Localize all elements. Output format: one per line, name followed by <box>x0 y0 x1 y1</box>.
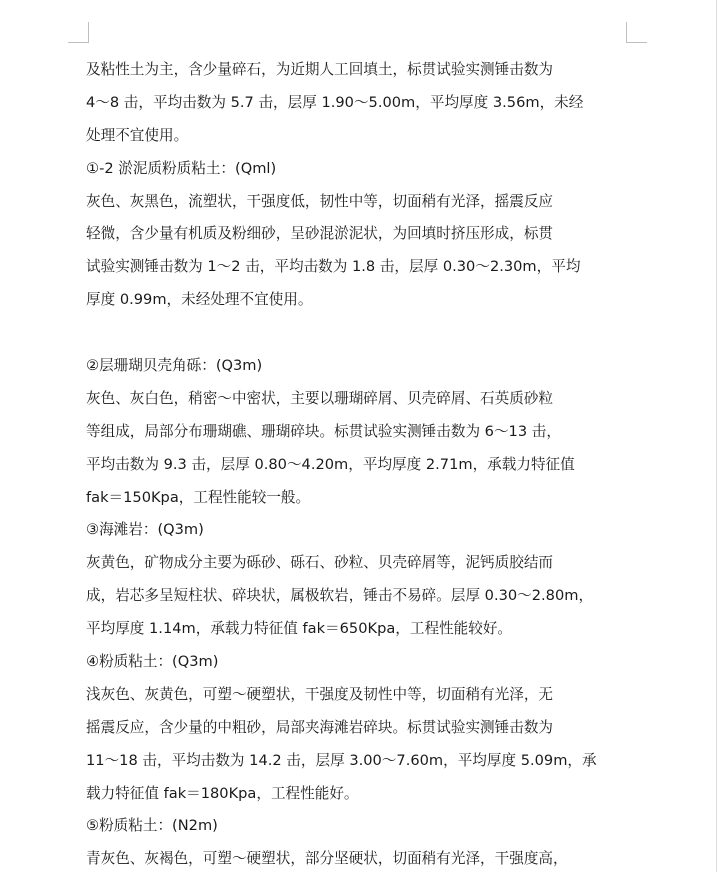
section-heading-layer-2: ②层珊瑚贝壳角砾：(Q3m) <box>86 357 263 375</box>
text-line: 灰色、灰黑色，流塑状，干强度低，韧性中等，切面稍有光泽，摇震反应 <box>86 192 554 210</box>
document-body <box>86 54 632 876</box>
text-line: 处理不宜使用。 <box>86 126 189 144</box>
text-line: 厚度 0.99m，未经处理不宜使用。 <box>86 291 313 309</box>
section-heading-layer-3: ③海滩岩：(Q3m) <box>86 521 204 539</box>
text-line: 等组成，局部分布珊瑚礁、珊瑚碎块。标贯试验实测锤击数为 6～13 击， <box>86 422 561 440</box>
text-line: 成，岩芯多呈短柱状、碎块状，属极软岩，锤击不易碎。层厚 0.30～2.80m， <box>86 587 594 605</box>
blank-line <box>86 317 632 350</box>
text-line: 灰色、灰白色，稍密～中密状，主要以珊瑚碎屑、贝壳碎屑、石英质砂粒 <box>86 389 554 407</box>
text-line: 11～18 击，平均击数为 14.2 击，层厚 3.00～7.60m，平均厚度 5.09m，承 <box>86 751 597 769</box>
text-line: 试验实测锤击数为 1～2 击，平均击数为 1.8 击，层厚 0.30～2.30m，平均 <box>86 258 581 276</box>
text-line: 灰黄色，矿物成分主要为砾砂、砾石、砂粒、贝壳碎屑等，泥钙质胶结而 <box>86 554 554 572</box>
section-heading-layer-4: ④粉质粘土：(Q3m) <box>86 653 219 671</box>
text-line: 浅灰色、灰黄色，可塑～硬塑状，干强度及韧性中等，切面稍有光泽，无 <box>86 685 554 703</box>
crop-mark-top-left <box>68 22 89 43</box>
text-line: 4～8 击，平均击数为 5.7 击，层厚 1.90～5.00m，平均厚度 3.56m，未经 <box>86 93 584 111</box>
crop-mark-top-right <box>626 22 647 43</box>
text-line: 轻微，含少量有机质及粉细砂，呈砂混淤泥状，为回填时挤压形成，标贯 <box>86 225 554 243</box>
text-line: 及粘性土为主，含少量碎石，为近期人工回填土，标贯试验实测锤击数为 <box>86 61 554 78</box>
section-heading-layer-1-2: ①-2 淤泥质粉质粘土：(Qml) <box>86 159 277 177</box>
text-line: fak＝150Kpa，工程性能较一般。 <box>86 488 311 506</box>
text-line: 青灰色、灰褐色，可塑～硬塑状，部分坚硬状，切面稍有光泽，干强度高， <box>86 850 568 868</box>
text-line: 摇震反应，含少量的中粗砂，局部夹海滩岩碎块。标贯试验实测锤击数为 <box>86 718 554 736</box>
text-line: 平均击数为 9.3 击，层厚 0.80～4.20m，平均厚度 2.71m，承载力特征值 <box>86 455 575 473</box>
text-line: 平均厚度 1.14m，承载力特征值 fak＝650Kpa，工程性能较好。 <box>86 620 513 638</box>
text-line: 载力特征值 fak＝180Kpa，工程性能好。 <box>86 784 359 802</box>
section-heading-layer-5: ⑤粉质粘土：(N2m) <box>86 817 218 835</box>
